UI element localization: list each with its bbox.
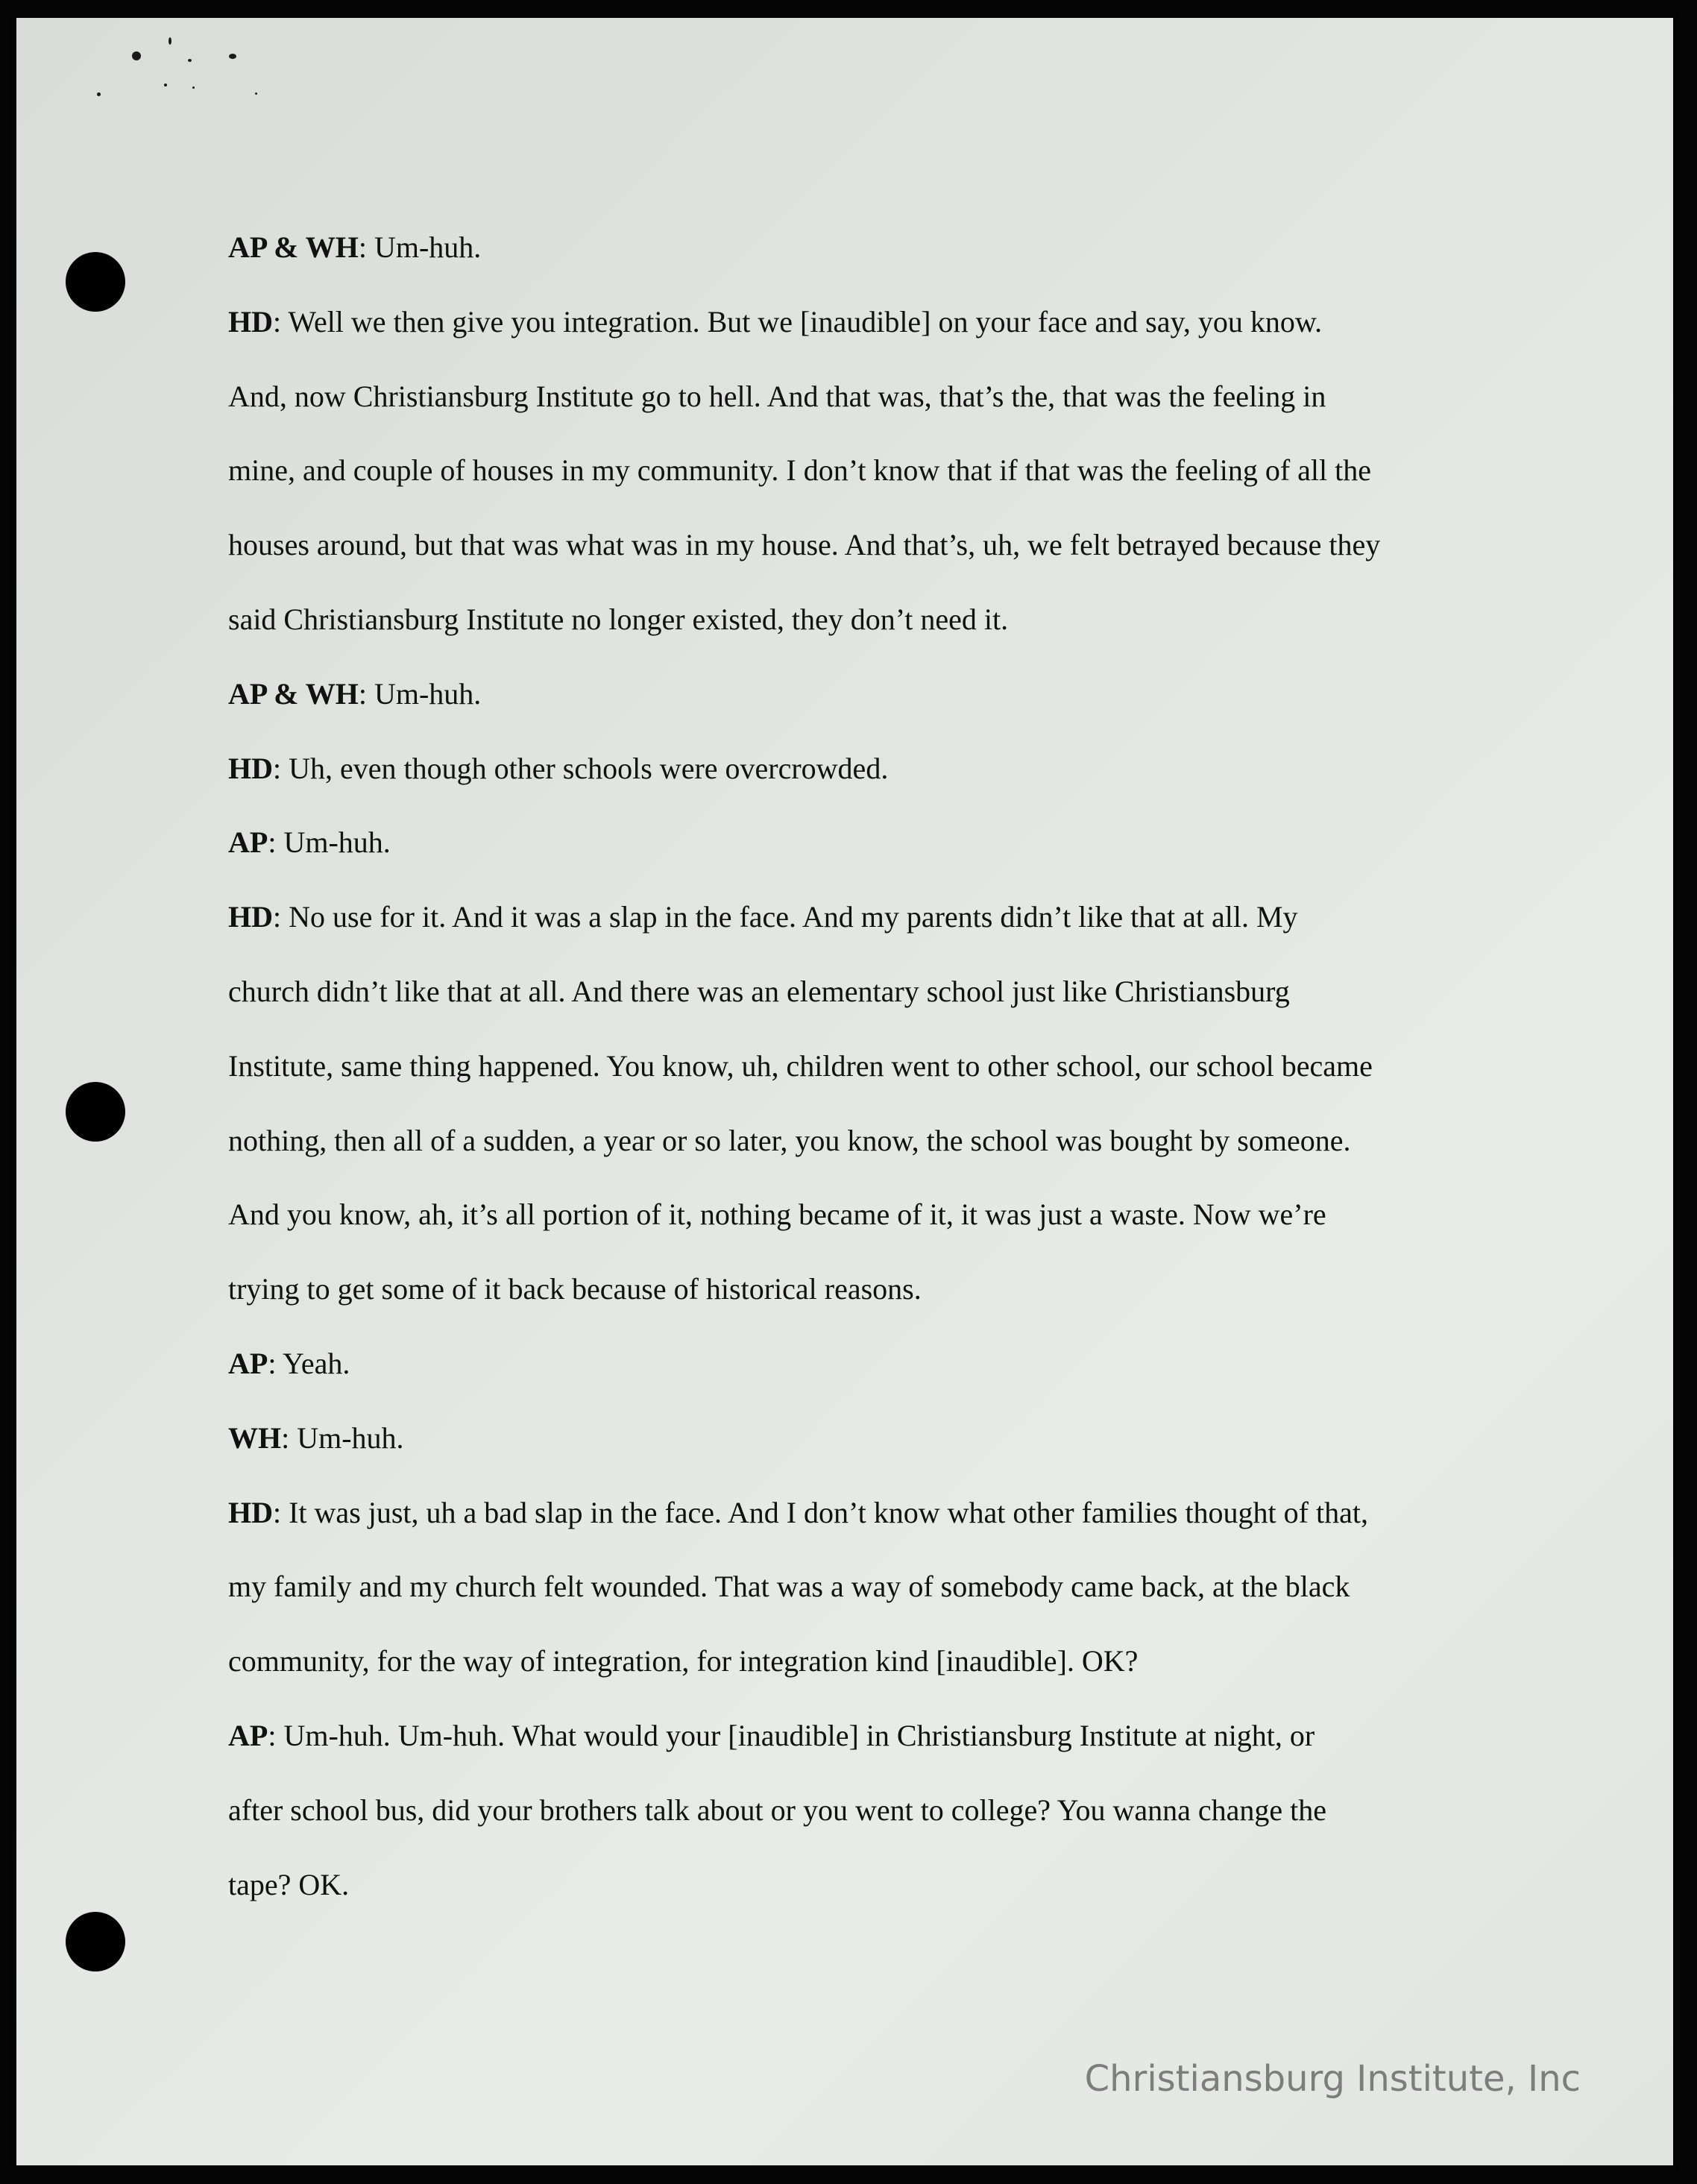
speaker-label: AP: [228, 1718, 268, 1752]
speaker-label: HD: [228, 304, 273, 339]
speaker-label: HD: [228, 1495, 273, 1529]
transcript-body: [228, 210, 1511, 1922]
speaker-label: AP & WH: [228, 230, 359, 264]
punch-hole-middle: [66, 1082, 125, 1142]
line-text: : It was just, uh a bad slap in the face. And I don’t know what other families thought of that,: [273, 1495, 1368, 1529]
line-text: community, for the way of integration, for integration kind [inaudible]. OK?: [228, 1644, 1139, 1678]
document-page: [16, 18, 1673, 2165]
transcript-line: [228, 1252, 1511, 1327]
speaker-label: HD: [228, 751, 273, 785]
line-text: church didn’t like that at all. And there was an elementary school just like Christiansburg: [228, 974, 1290, 1008]
punch-hole-top: [66, 252, 125, 312]
line-text: : Yeah.: [268, 1346, 350, 1380]
line-text: : No use for it. And it was a slap in the face. And my parents didn’t like that at all. My: [273, 900, 1298, 934]
paper-speck: [192, 86, 195, 89]
transcript-line: [228, 657, 1511, 731]
transcript-line: [228, 1401, 1511, 1476]
speaker-label: HD: [228, 900, 273, 934]
transcript-line: [228, 731, 1511, 806]
line-text: houses around, but that was what was in my house. And that’s, uh, we felt betrayed because they: [228, 528, 1381, 562]
paper-speck: [132, 51, 141, 60]
paper-speck: [97, 92, 101, 96]
transcript-line: [228, 880, 1511, 954]
transcript-line: [228, 1476, 1511, 1550]
transcript-line: [228, 1327, 1511, 1401]
line-text: : Um-huh.: [268, 825, 391, 860]
transcript-line: [228, 1549, 1511, 1624]
transcript-line: [228, 359, 1511, 434]
line-text: tape? OK.: [228, 1867, 350, 1901]
transcript-line: [228, 1699, 1511, 1773]
paper-speck: [169, 37, 171, 45]
line-text: : Uh, even though other schools were overcrowded.: [273, 751, 889, 785]
paper-speck: [229, 54, 236, 59]
paper-speck: [255, 92, 257, 95]
line-text: : Well we then give you integration. But we [inaudible] on your face and say, you know.: [273, 304, 1323, 339]
transcript-line: [228, 1029, 1511, 1104]
speaker-label: WH: [228, 1420, 282, 1455]
transcript-line: [228, 1624, 1511, 1699]
transcript-line: [228, 1848, 1511, 1922]
line-text: And you know, ah, it’s all portion of it, nothing became of it, it was just a waste. Now we’re: [228, 1198, 1326, 1232]
watermark: Christiansburg Institute, Inc: [1084, 2058, 1581, 2100]
line-text: And, now Christiansburg Institute go to hell. And that was, that’s the, that was the feeling in: [228, 379, 1326, 413]
transcript-line: [228, 285, 1511, 359]
transcript-line: [228, 508, 1511, 582]
line-text: mine, and couple of houses in my community. I don’t know that if that was the feeling of all the: [228, 453, 1372, 488]
line-text: my family and my church felt wounded. That was a way of somebody came back, at the black: [228, 1570, 1350, 1604]
transcript-line: [228, 582, 1511, 657]
line-text: : Um-huh.: [358, 676, 482, 711]
transcript-line: [228, 433, 1511, 508]
speaker-label: AP: [228, 1346, 268, 1380]
speaker-label: AP: [228, 825, 268, 860]
speaker-label: AP & WH: [228, 676, 359, 711]
transcript-line: [228, 210, 1511, 285]
transcript-line: [228, 954, 1511, 1029]
paper-speck: [164, 84, 167, 86]
transcript-line: [228, 805, 1511, 880]
transcript-line: [228, 1104, 1511, 1178]
line-text: : Um-huh.: [358, 230, 482, 264]
transcript-line: [228, 1773, 1511, 1848]
line-text: nothing, then all of a sudden, a year or so later, you know, the school was bought by someone.: [228, 1123, 1351, 1157]
transcript-line: [228, 1177, 1511, 1252]
line-text: trying to get some of it back because of historical reasons.: [228, 1272, 922, 1306]
line-text: : Um-huh.: [281, 1420, 404, 1455]
punch-hole-bottom: [66, 1912, 125, 1971]
line-text: Institute, same thing happened. You know, uh, children went to other school, our school became: [228, 1048, 1373, 1083]
line-text: said Christiansburg Institute no longer existed, they don’t need it.: [228, 602, 1009, 636]
line-text: after school bus, did your brothers talk about or you went to college? You wanna change the: [228, 1793, 1326, 1827]
line-text: : Um-huh. Um-huh. What would your [inaudible] in Christiansburg Institute at night, or: [268, 1718, 1315, 1752]
paper-speck: [188, 59, 192, 62]
